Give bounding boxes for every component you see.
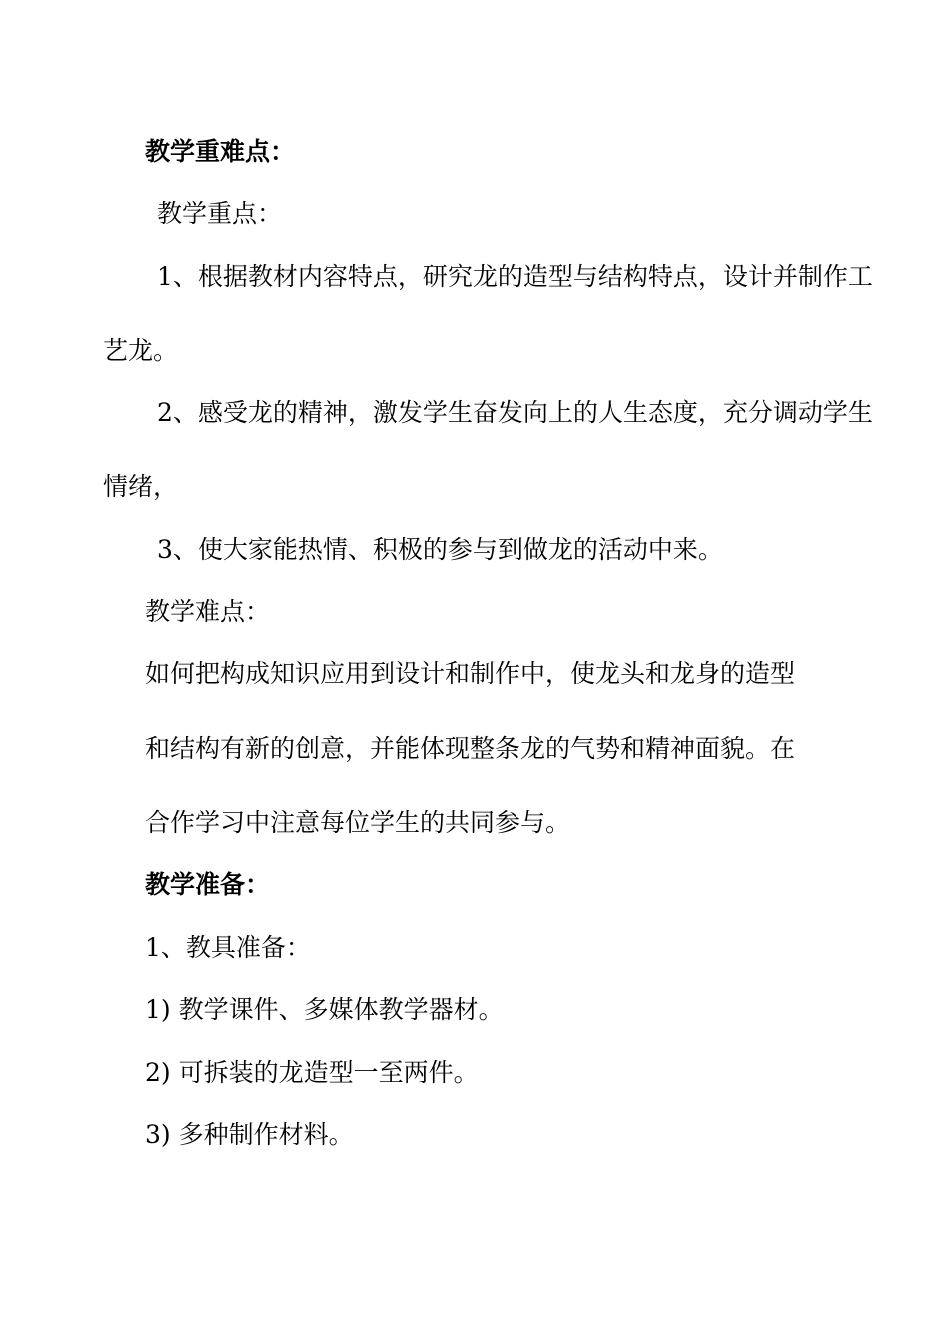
key-point-2-line1: 2、感受龙的精神，激发学生奋发向上的人生态度，充分调动学生	[157, 398, 873, 427]
key-points-label: 教学重点：	[157, 199, 283, 228]
difficulty-line1: 如何把构成知识应用到设计和制作中，使龙头和龙身的造型	[145, 659, 796, 688]
heading-preparation: 教学准备：	[145, 870, 271, 899]
prep-item-1a: 1) 教学课件、多媒体教学器材。	[145, 995, 504, 1024]
key-point-3: 3、使大家能热情、积极的参与到做龙的活动中来。	[157, 535, 723, 564]
prep-item-1: 1、教具准备：	[145, 933, 311, 962]
prep-item-1b: 2) 可拆装的龙造型一至两件。	[145, 1058, 479, 1087]
key-point-2-line2: 情绪，	[103, 472, 179, 501]
difficulty-label: 教学难点：	[145, 597, 271, 626]
difficulty-line2: 和结构有新的创意，并能体现整条龙的气势和精神面貌。在	[145, 734, 796, 763]
heading-key-points: 教学重难点：	[145, 137, 296, 166]
prep-item-1c: 3) 多种制作材料。	[145, 1120, 354, 1149]
difficulty-line3: 合作学习中注意每位学生的共同参与。	[145, 808, 571, 837]
key-point-1-line1: 1、根据教材内容特点，研究龙的造型与结构特点，设计并制作工	[157, 262, 873, 291]
key-point-1-line2: 艺龙。	[103, 336, 179, 365]
